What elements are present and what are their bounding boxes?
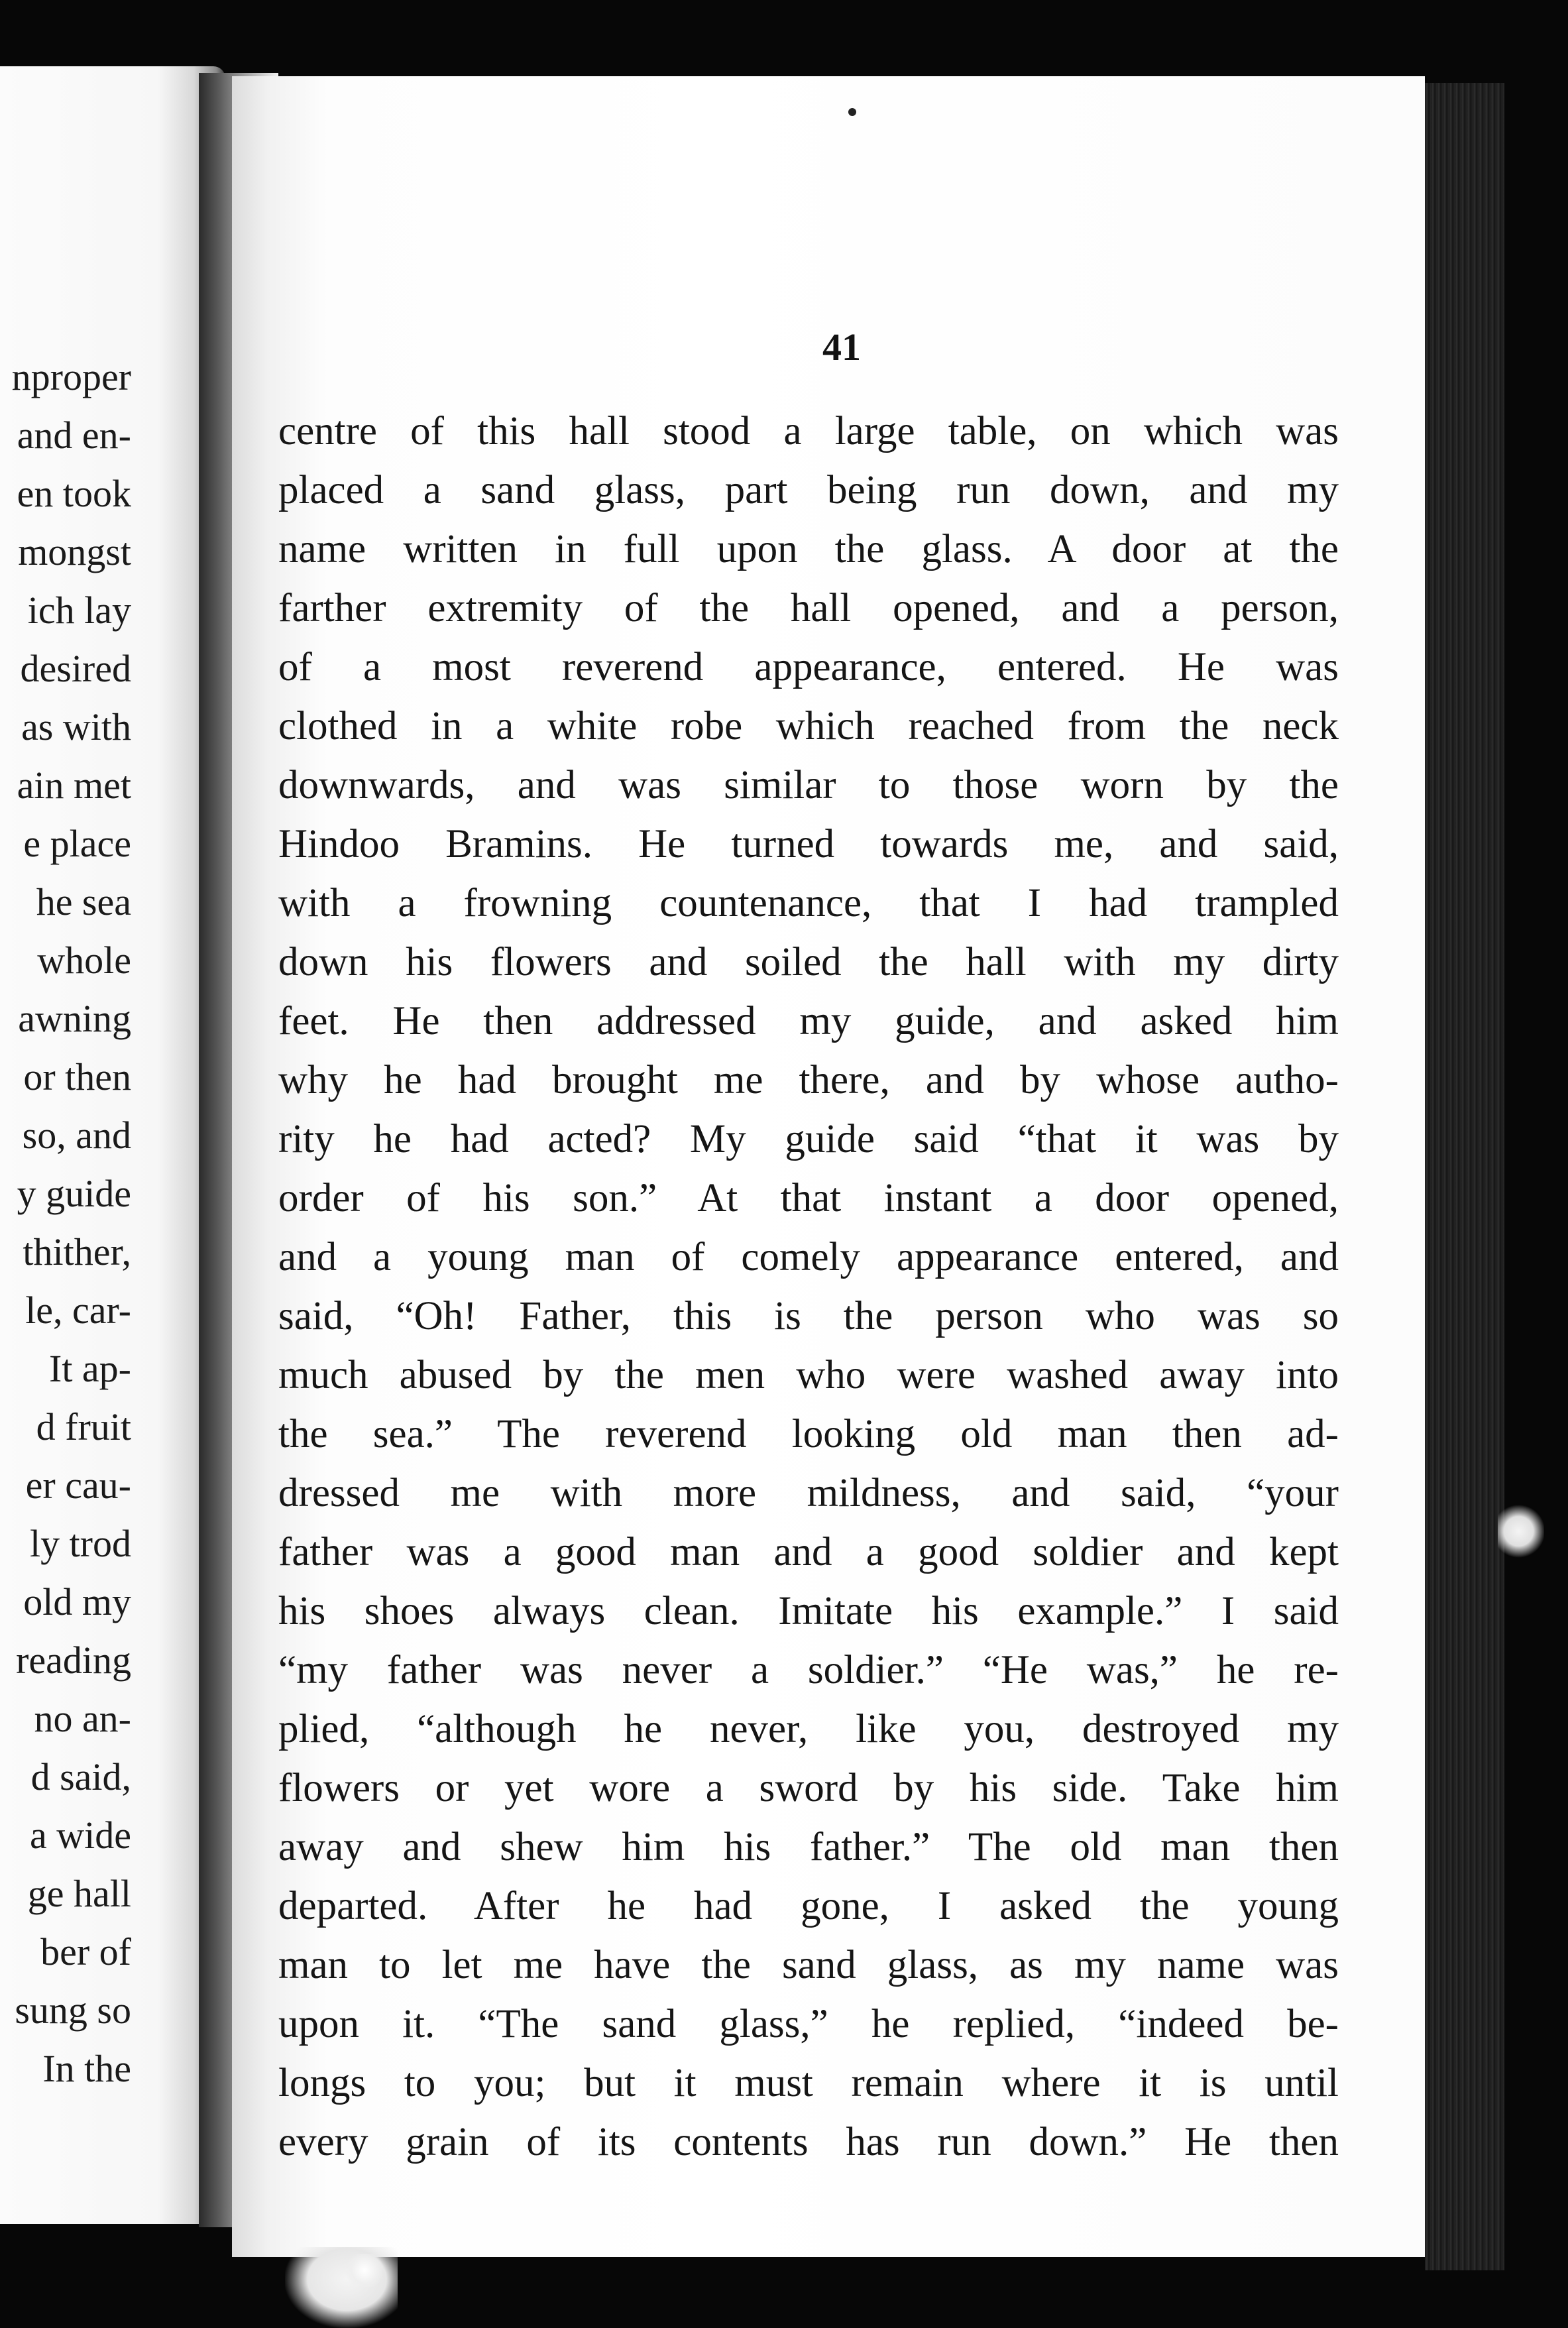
- current-page: [232, 76, 1425, 2257]
- text-line: downwards, and was similar to those worn by the: [278, 763, 1339, 807]
- previous-page-line: sung so: [15, 1989, 131, 2032]
- previous-page-line: le, car-: [25, 1289, 131, 1332]
- previous-page-text: [0, 358, 131, 2214]
- text-line: rity he had acted? My guide said “that it was by: [278, 1117, 1339, 1161]
- previous-page-line: a wide: [30, 1814, 131, 1857]
- previous-page-line: ich lay: [27, 589, 131, 632]
- previous-page-line: ge hall: [27, 1872, 131, 1915]
- previous-page-line: no an-: [34, 1697, 131, 1740]
- previous-page-line: y guide: [17, 1172, 131, 1215]
- text-line: name written in full upon the glass. A door at the: [278, 527, 1339, 571]
- previous-page-line: ly trod: [29, 1522, 131, 1565]
- previous-page-line: reading: [16, 1639, 131, 1682]
- text-line: upon it. “The sand glass,” he replied, “indeed be-: [278, 2002, 1339, 2046]
- previous-page-line: so, and: [22, 1114, 131, 1157]
- previous-page-line: In the: [42, 2047, 131, 2090]
- paper-blemish: [345, 2254, 384, 2287]
- ink-dot: [848, 108, 856, 116]
- previous-page-line: mongst: [18, 530, 131, 573]
- previous-page-line: old my: [23, 1580, 131, 1623]
- text-line: down his flowers and soiled the hall with my dirty: [278, 940, 1339, 984]
- previous-page-line: en took: [17, 472, 131, 515]
- text-line: order of his son.” At that instant a door opened,: [278, 1176, 1339, 1220]
- text-line: farther extremity of the hall opened, and a person,: [278, 586, 1339, 630]
- text-line: centre of this hall stood a large table, on which was: [278, 409, 1339, 453]
- text-line: man to let me have the sand glass, as my name was: [278, 1943, 1339, 1987]
- previous-page-line: d fruit: [36, 1405, 131, 1448]
- text-line: feet. He then addressed my guide, and asked him: [278, 999, 1339, 1043]
- previous-page-line: whole: [37, 939, 131, 982]
- text-line: father was a good man and a good soldier and kept: [278, 1530, 1339, 1574]
- text-line: Hindoo Bramins. He turned towards me, and said,: [278, 822, 1339, 866]
- text-line: plied, “although he never, like you, destroyed my: [278, 1707, 1339, 1751]
- previous-page-line: or then: [23, 1055, 131, 1098]
- text-line: with a frowning countenance, that I had trampled: [278, 881, 1339, 925]
- text-line: why he had brought me there, and by whose autho-: [278, 1058, 1339, 1102]
- previous-page-line: as with: [21, 705, 131, 748]
- previous-page-line: ain met: [17, 764, 131, 807]
- previous-page-line: thither,: [23, 1230, 131, 1273]
- text-line: dressed me with more mildness, and said, “your: [278, 1471, 1339, 1515]
- text-line: and a young man of comely appearance entered, and: [278, 1235, 1339, 1279]
- text-line: away and shew him his father.” The old man then: [278, 1825, 1339, 1869]
- previous-page-line: er cau-: [25, 1464, 131, 1507]
- text-line: the sea.” The reverend looking old man then ad-: [278, 1412, 1339, 1456]
- previous-page-line: desired: [20, 647, 131, 690]
- previous-page-line: ber of: [40, 1930, 131, 1973]
- previous-page-line: It ap-: [49, 1347, 131, 1390]
- previous-page: [0, 66, 225, 2224]
- text-line: longs to you; but it must remain where it is until: [278, 2061, 1339, 2105]
- text-line: every grain of its contents has run down.” He then: [278, 2120, 1339, 2164]
- page-edges: [1425, 83, 1504, 2270]
- previous-page-line: e place: [23, 822, 131, 865]
- previous-page-line: and en-: [17, 414, 131, 457]
- text-line: flowers or yet wore a sword by his side. Take him: [278, 1766, 1339, 1810]
- text-line: placed a sand glass, part being run down, and my: [278, 468, 1339, 512]
- page-number: 41: [822, 325, 861, 369]
- previous-page-line: he sea: [36, 880, 131, 923]
- text-line: said, “Oh! Father, this is the person who was so: [278, 1294, 1339, 1338]
- text-line: departed. After he had gone, I asked the young: [278, 1884, 1339, 1928]
- previous-page-line: d said,: [30, 1755, 131, 1798]
- text-line: clothed in a white robe which reached from the neck: [278, 704, 1339, 748]
- paper-blemish: [1498, 1505, 1544, 1558]
- text-line: “my father was never a soldier.” “He was,” he re-: [278, 1648, 1339, 1692]
- text-line: much abused by the men who were washed away into: [278, 1353, 1339, 1397]
- text-line: his shoes always clean. Imitate his example.” I said: [278, 1589, 1339, 1633]
- previous-page-line: nproper: [11, 358, 131, 398]
- text-line: of a most reverend appearance, entered. He was: [278, 645, 1339, 689]
- previous-page-line: awning: [18, 997, 131, 1040]
